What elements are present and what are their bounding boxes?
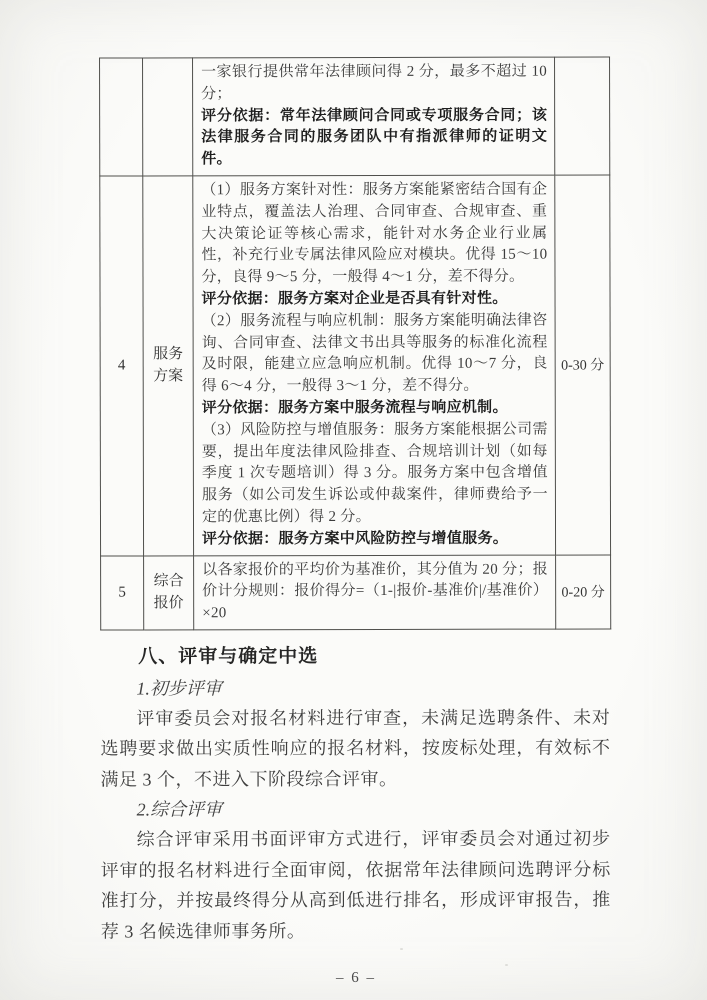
preliminary-review-paragraph: 评审委员会对报名材料进行审查，未满足选聘条件、未对选聘要求做出实质性响应的报名材料，按废标处理，有效标不满足 3 个，不进入下阶段综合评审。 bbox=[100, 707, 611, 790]
scoring-basis-paragraph: 评分依据：服务方案中风险防控与增值服务。 bbox=[202, 530, 509, 548]
scoring-basis-paragraph: 评分依据：服务方案对企业是否具有针对性。 bbox=[201, 290, 508, 308]
scoring-basis-paragraph: 评分依据：服务方案中服务流程与响应机制。 bbox=[201, 399, 508, 417]
comprehensive-review-paragraph: 综合评审采用书面评审方式进行，评审委员会对通过初步评审的报名材料进行全面审阅，依据常年法律顾问选聘评分标准打分，并按最终得分从高到低进行排名，形成评审报告，推荐 3 名候选律师事务所。 bbox=[100, 828, 611, 942]
row-criteria-cell bbox=[193, 175, 556, 555]
table-row-price-quote bbox=[101, 554, 611, 629]
subsection-1-heading: 1.初步评审 bbox=[136, 678, 222, 699]
scan-speck bbox=[400, 948, 403, 950]
subsection-2-heading: 2.综合评审 bbox=[136, 799, 223, 820]
row-criteria-cell bbox=[193, 57, 555, 176]
scan-speck bbox=[505, 964, 508, 966]
row-category-cell: 服务方案 bbox=[143, 176, 194, 556]
row-category-cell: 综合报价 bbox=[144, 555, 194, 629]
review-section bbox=[100, 640, 611, 947]
row-criteria-cell bbox=[194, 555, 556, 630]
row-category-cell bbox=[143, 58, 193, 176]
row-score-cell: 0-20 分 bbox=[556, 554, 611, 629]
scoring-criteria-table bbox=[99, 56, 611, 630]
criteria-paragraph: （2）服务流程与响应机制：服务方案能明确法律咨询、合同审查、法律文书出具等服务的标准化流程及时限，能建立应急响应机制。优得 10～7 分，良得 6～4 分，一般得 3～1 分，差不得分。 bbox=[201, 312, 548, 395]
row-score-cell: 0-30 分 bbox=[555, 175, 611, 555]
page-number: – 6 – bbox=[335, 970, 376, 987]
page-content bbox=[99, 56, 611, 987]
row-number-cell bbox=[100, 58, 143, 176]
criteria-paragraph: 以各家报价的平均价为基准价，其分值为 20 分；报价计分规则：报价得分=（1-|报价-基准价|/基准价）×20 bbox=[202, 561, 549, 622]
criteria-paragraph: （3）风险防控与增值服务：服务方案能根据公司需要，提出年度法律风险排查、合规培训计划（如每季度 1 次专题培训）得 3 分。服务方案中包含增值服务（如公司发生诉讼或仲裁案件，律师费给予一定的优惠比例）得 2 分。 bbox=[201, 421, 548, 526]
table-row-service-plan bbox=[100, 175, 611, 556]
row-number-cell: 4 bbox=[100, 176, 144, 556]
row-score-cell bbox=[555, 57, 610, 175]
criteria-paragraph: 一家银行提供常年法律顾问得 2 分，最多不超过 10 分； bbox=[201, 63, 548, 103]
table-row-continued bbox=[100, 57, 610, 176]
row-number-cell: 5 bbox=[101, 555, 144, 629]
scoring-basis-paragraph: 评分依据：常年法律顾问合同或专项服务合同；该法律服务合同的服务团队中有指派律师的证明文件。 bbox=[201, 107, 548, 168]
criteria-paragraph: （1）服务方案针对性：服务方案能紧密结合国有企业特点，覆盖法人治理、合同审查、合规审查、重大决策论证等核心需求，能针对水务企业行业属性，补充行业专属法律风险应对模块。优得 15～10 分，良得 9～5 分，一般得 4～1 分，差不得分。 bbox=[201, 181, 548, 286]
section-heading: 八、评审与确定中选 bbox=[138, 645, 319, 668]
